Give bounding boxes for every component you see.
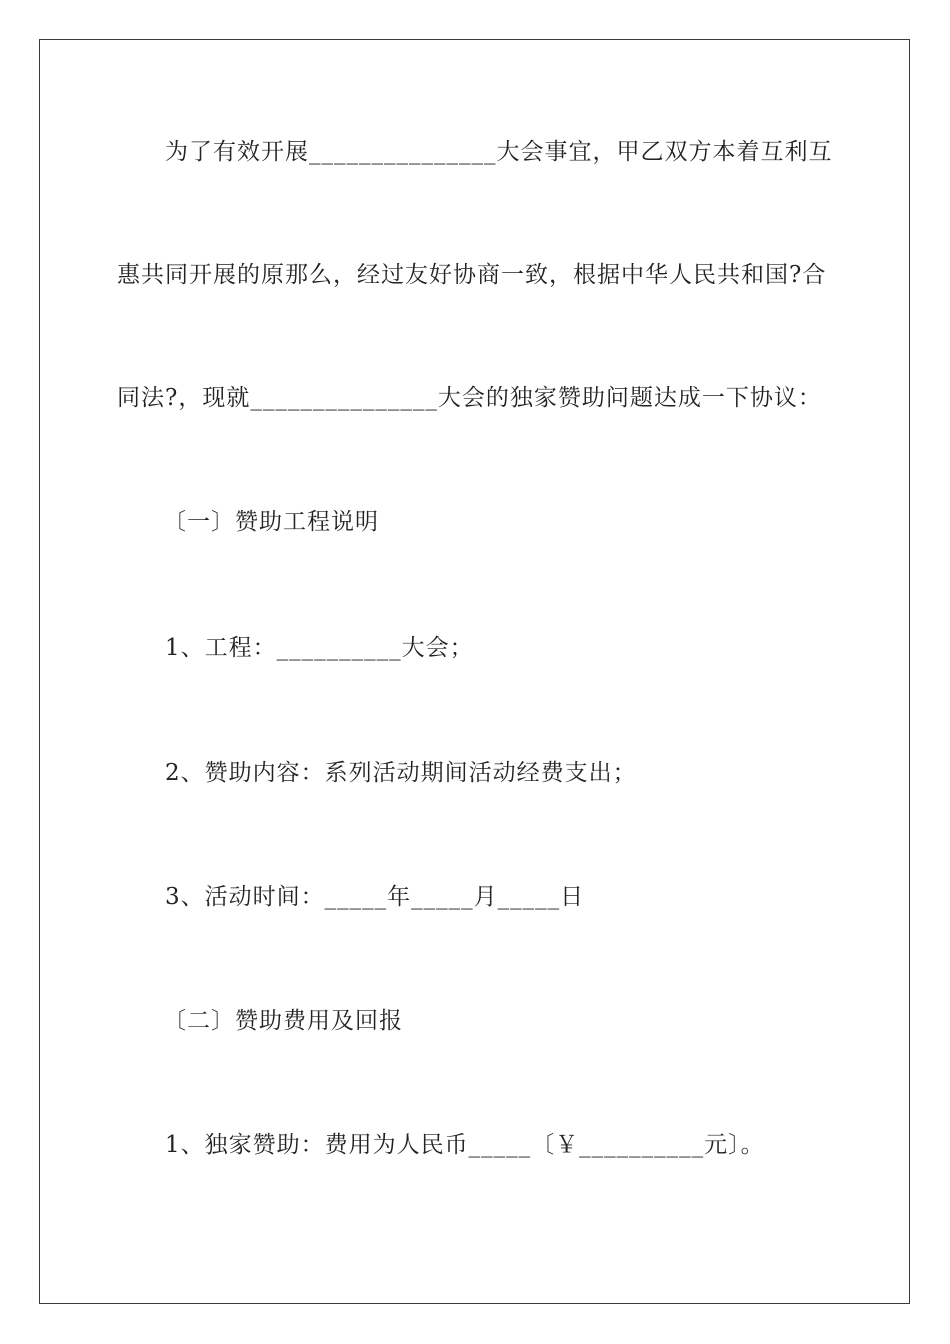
section-1-item-date: 3、活动时间：_____年_____月_____日 <box>165 884 585 910</box>
intro-paragraph-line-3: 同法?，现就_______________大会的独家赞助问题达成一下协议： <box>117 385 822 411</box>
section-1-item-project: 1、工程：__________大会； <box>165 635 474 661</box>
section-1-item-content: 2、赞助内容：系列活动期间活动经费支出； <box>165 760 637 786</box>
section-1-heading: 〔一〕赞助工程说明 <box>163 509 379 535</box>
intro-paragraph-line-2: 惠共同开展的原那么，经过友好协商一致，根据中华人民共和国?合 <box>117 262 827 288</box>
section-2-heading: 〔二〕赞助费用及回报 <box>163 1008 403 1034</box>
page-border <box>39 39 910 1304</box>
intro-paragraph-line-1: 为了有效开展_______________大会事宜，甲乙双方本着互利互 <box>165 139 833 165</box>
section-2-item-exclusive-sponsorship: 1、独家赞助：费用为人民币_____〔￥__________元〕。 <box>165 1132 765 1158</box>
